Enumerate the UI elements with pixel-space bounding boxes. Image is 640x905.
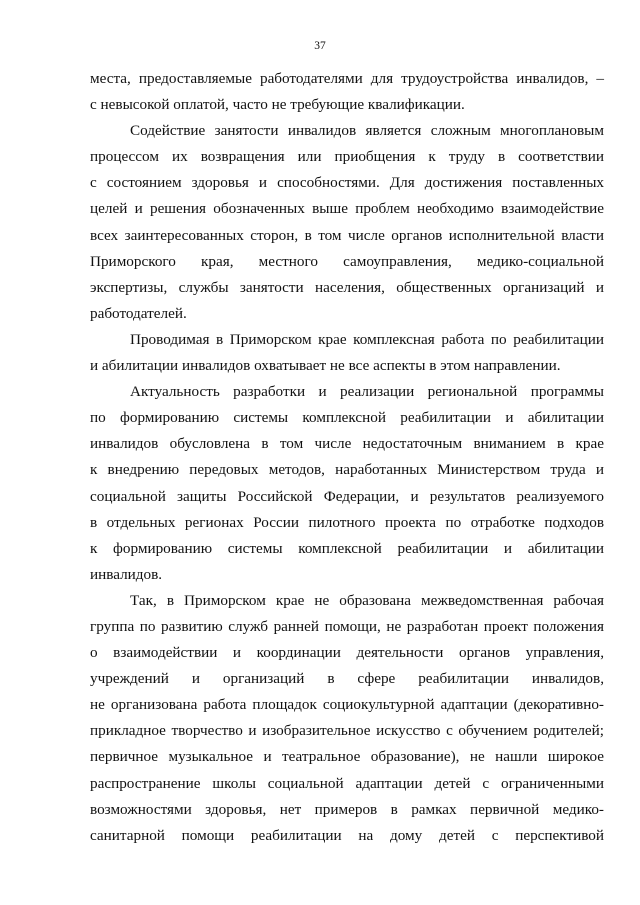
text-line: группа по развитию служб ранней помощи, не разработан проект положения <box>90 617 604 635</box>
text-line: распространение школы социальной адаптации детей с ограниченными <box>90 774 604 792</box>
text-line: работодателей. <box>90 304 187 322</box>
text-line: процессом их возвращения или приобщения к труду в соответствии <box>90 148 604 166</box>
text-line: к формированию системы комплексной реабилитации и абилитации <box>90 539 604 557</box>
paragraph <box>90 588 604 849</box>
text-line: всех заинтересованных сторон, в том числе органов исполнительной власти <box>90 226 604 244</box>
paragraph <box>90 118 604 327</box>
text-line: Актуальность разработки и реализации региональной программы <box>130 383 604 401</box>
text-line: с невысокой оплатой, часто не требующие квалификации. <box>90 96 465 114</box>
text-line: о взаимодействии и координации деятельности органов управления, <box>90 644 604 662</box>
text-line: социальной защиты Российской Федерации, и результатов реализуемого <box>90 487 604 505</box>
text-line: Приморского края, местного самоуправления, медико-социальной <box>90 252 604 270</box>
document-body <box>90 66 604 849</box>
text-line: с состоянием здоровья и способностями. Для достижения поставленных <box>90 174 604 192</box>
text-line: возможностями здоровья, нет примеров в рамках первичной медико- <box>90 800 604 818</box>
text-line: не организована работа площадок социокультурной адаптации (декоративно- <box>90 696 604 714</box>
text-line: к внедрению передовых методов, наработанных Министерством труда и <box>90 461 604 479</box>
text-line: экспертизы, службы занятости населения, общественных организаций и <box>90 278 604 296</box>
text-line: Содействие занятости инвалидов является сложным многоплановым <box>130 122 604 140</box>
text-line: в отдельных регионах России пилотного проекта по отработке подходов <box>90 513 604 531</box>
text-line: прикладное творчество и изобразительное искусство с обучением родителей; <box>90 722 604 740</box>
text-line: санитарной помощи реабилитации на дому детей с перспективой <box>90 826 604 844</box>
text-line: учреждений и организаций в сфере реабилитации инвалидов, <box>90 670 604 688</box>
page-number: 37 <box>314 40 326 52</box>
text-line: инвалидов. <box>90 565 163 583</box>
paragraph <box>90 66 604 118</box>
text-line: по формированию системы комплексной реабилитации и абилитации <box>90 409 604 427</box>
text-line: инвалидов обусловлена в том числе недостаточным вниманием в крае <box>90 435 604 453</box>
text-line: и абилитации инвалидов охватывает не все аспекты в этом направлении. <box>90 357 561 375</box>
text-line: Проводимая в Приморском крае комплексная работа по реабилитации <box>130 330 604 348</box>
text-line: места, предоставляемые работодателями для трудоустройства инвалидов, – <box>90 70 604 87</box>
paragraph <box>90 379 604 588</box>
text-line: целей и решения обозначенных выше проблем необходимо взаимодействие <box>90 200 604 218</box>
text-line: первичное музыкальное и театральное образование), не нашли широкое <box>90 748 604 766</box>
text-line: Так, в Приморском крае не образована межведомственная рабочая <box>130 591 604 609</box>
paragraph <box>90 327 604 379</box>
